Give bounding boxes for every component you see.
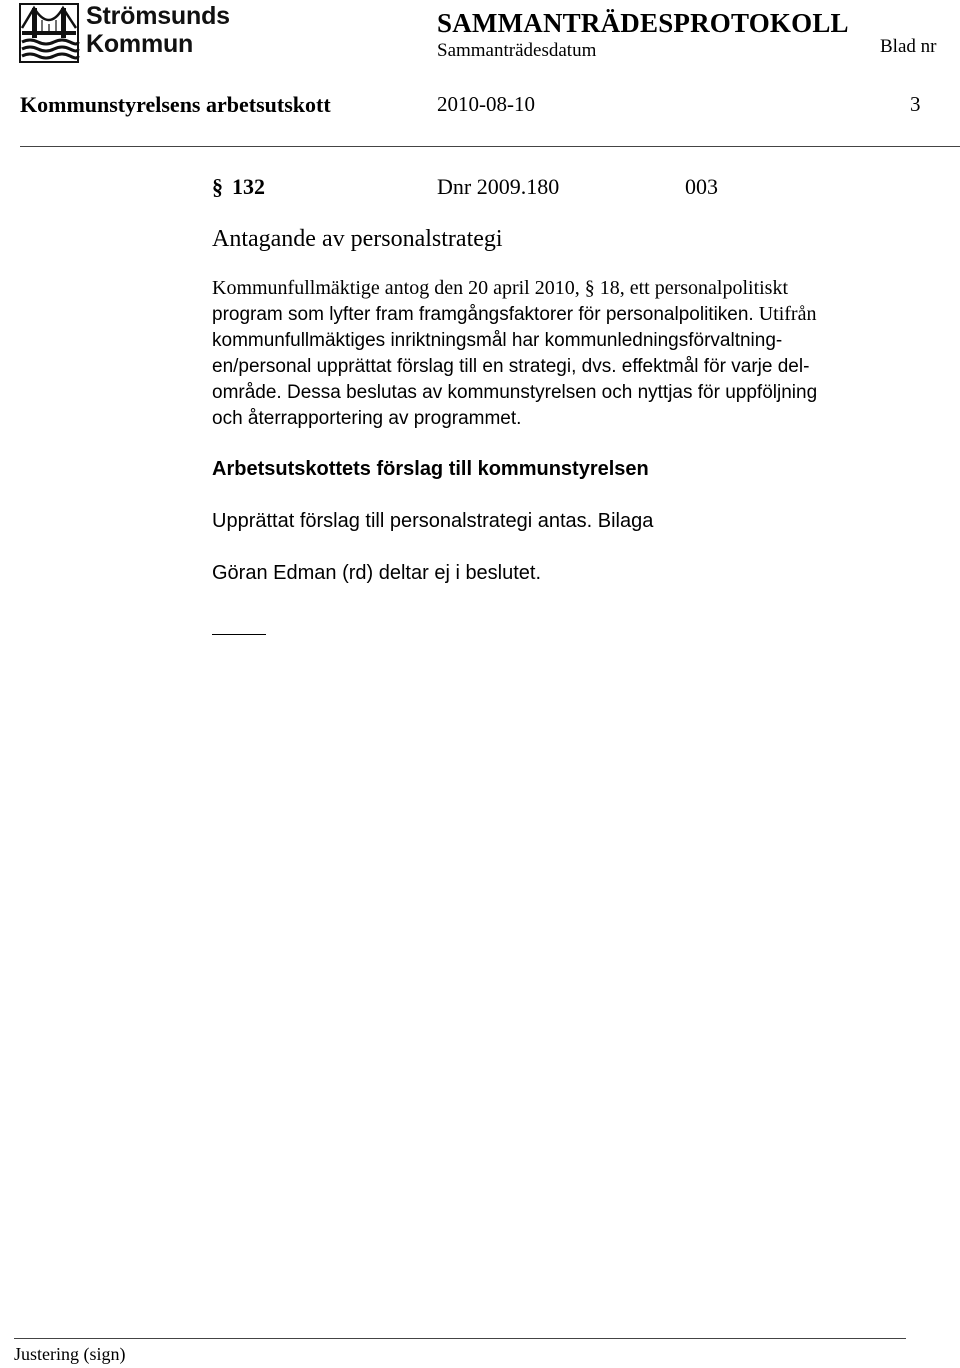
matter-title: Antagande av personalstrategi — [212, 226, 503, 252]
body-line: kommunfullmäktiges inriktningsmål har kommunledningsförvaltning- — [212, 330, 783, 351]
decision-text: Upprättat förslag till personalstrategi antas. Bilaga — [212, 510, 654, 532]
meeting-date-label: Sammanträdesdatum — [437, 40, 597, 61]
body-line: område. Dessa beslutas av kommunstyrelsen och nyttjas för uppföljning — [212, 382, 818, 403]
page-number: 3 — [910, 92, 921, 116]
footer-divider — [14, 1338, 906, 1339]
body-line — [212, 301, 912, 328]
matter-body — [212, 275, 912, 432]
proposal-heading: Arbetsutskottets förslag till kommunstyrelsen — [212, 458, 649, 480]
body-line: Kommunfullmäktige antog den 20 april 2010, § 18, ett personalpolitiskt — [212, 277, 789, 299]
logo-wordmark — [86, 2, 230, 58]
justering-label: Justering (sign) — [14, 1344, 126, 1364]
committee-name: Kommunstyrelsens arbetsutskott — [20, 92, 331, 117]
paragraph-number: 132 — [232, 174, 265, 199]
page-label: Blad nr — [880, 36, 937, 57]
document-type: SAMMANTRÄDESPROTOKOLL — [437, 8, 849, 38]
diary-number: Dnr 2009.180 — [437, 174, 560, 199]
bridge-over-water-logo-icon — [18, 2, 82, 66]
paragraph-sign: § — [212, 174, 223, 199]
org-name-line1: Strömsunds — [86, 2, 230, 30]
recusal-note: Göran Edman (rd) deltar ej i beslutet. — [212, 562, 542, 584]
end-of-item-rule — [212, 634, 266, 635]
body-line: en/personal upprättat förslag till en strategi, dvs. effektmål för varje del- — [212, 356, 810, 377]
header-divider — [20, 146, 960, 147]
org-name-line2: Kommun — [86, 30, 194, 58]
diary-code: 003 — [685, 174, 718, 199]
meeting-date: 2010-08-10 — [437, 92, 535, 116]
body-line: och återrapportering av programmet. — [212, 408, 522, 429]
municipality-logo — [18, 2, 230, 66]
body-line-part: Utifrån — [758, 303, 817, 325]
body-line-part: program som lyfter fram framgångsfaktorer för personalpolitiken. — [212, 304, 754, 325]
